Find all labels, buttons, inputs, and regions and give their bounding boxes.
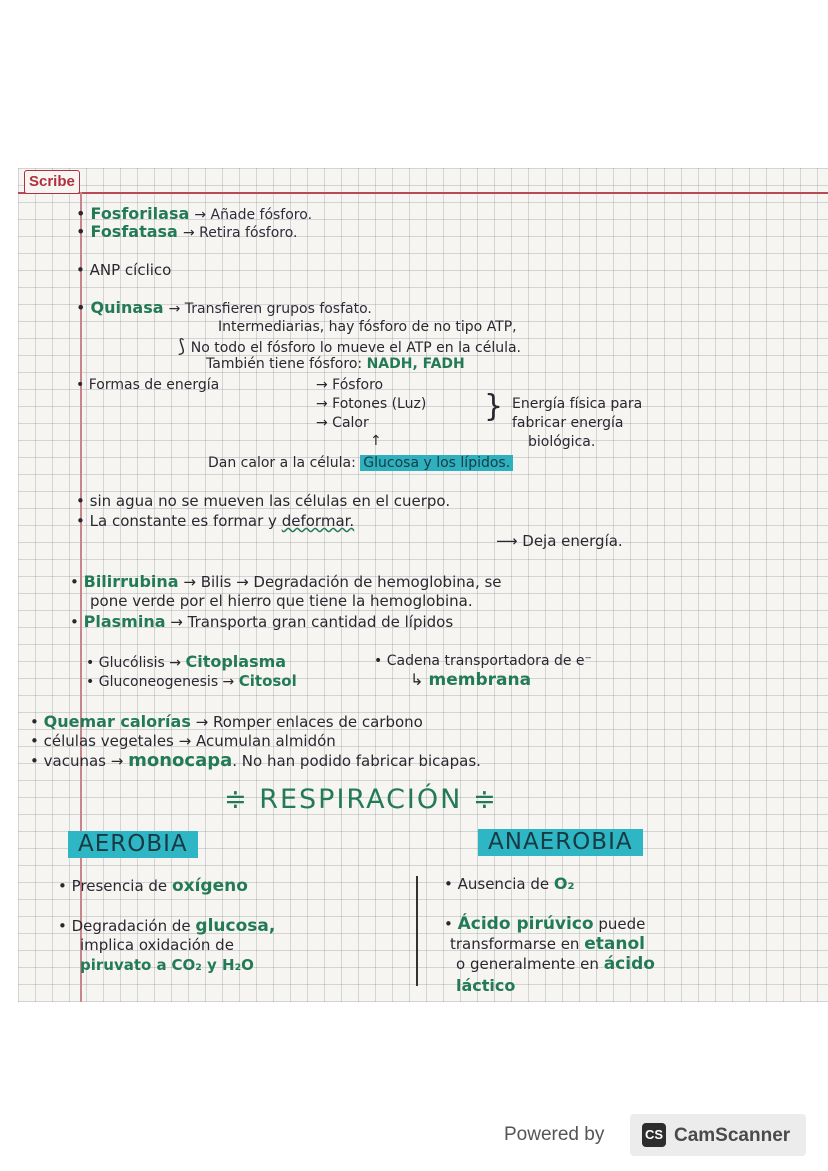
arrow-up-icon: ↑ — [370, 433, 382, 449]
note-glucolisis: • Glucólisis → Citoplasma — [86, 652, 287, 671]
note-vacunas: • vacunas → monocapa. No han podido fabricar bicapas. — [30, 750, 481, 771]
anaerobia-transformarse: transformarse en etanol — [450, 934, 645, 954]
anaerobia-header: ANAEROBIA — [478, 829, 643, 856]
anaerobia-generalmente: o generalmente en ácido — [456, 954, 655, 974]
energia-brace: } — [484, 389, 504, 424]
note-amp: • ANP cíclico — [76, 261, 172, 279]
energia-fotones: → Fotones (Luz) — [316, 396, 427, 412]
scribe-logo: Scribe — [24, 170, 80, 194]
camscanner-icon: CS — [642, 1123, 666, 1147]
note-plasmina: • Plasmina → Transporta gran cantidad de lípidos — [70, 612, 454, 631]
camscanner-brand: CamScanner — [674, 1125, 791, 1146]
energia-right-1: Energía física para — [512, 396, 643, 412]
powered-by-text: Powered by — [504, 1124, 605, 1145]
energia-fosforo: → Fósforo — [316, 377, 384, 393]
camscanner-badge — [630, 1114, 806, 1156]
energia-label: • Formas de energía — [76, 377, 220, 393]
quinasa-line-4: También tiene fósforo: NADH, FADH — [206, 356, 465, 372]
note-bilirrubina: • Bilirrubina → Bilis → Degradación de hemoglobina, se — [70, 572, 502, 591]
note-agua: • sin agua no se mueven las células en el cuerpo. — [76, 492, 451, 510]
top-margin-line — [18, 192, 828, 194]
note-membrana: ↳ membrana — [410, 670, 532, 690]
note-constante: • La constante es formar y deformar. — [76, 512, 355, 530]
note-fosforilasa: • Fosforilasa → Añade fósforo. — [76, 204, 313, 223]
aerobia-presencia: • Presencia de oxígeno — [58, 876, 248, 896]
aerobia-piruvato: piruvato a CO₂ y H₂O — [80, 956, 254, 974]
note-cadena: • Cadena transportadora de e⁻ — [374, 653, 592, 669]
aerobia-degradacion: • Degradación de glucosa, — [58, 916, 276, 936]
quinasa-line-3: ⟆ No todo el fósforo lo mueve el ATP en la célula. — [178, 336, 522, 357]
notebook-page — [18, 168, 828, 1002]
bilirrubina-line-2: pone verde por el hierro que tiene la hemoglobina. — [90, 592, 473, 610]
note-quinasa: • Quinasa → Transfieren grupos fosfato. — [76, 298, 372, 317]
column-divider — [416, 876, 418, 986]
quinasa-line-2: Intermediarias, hay fósforo de no tipo ATP, — [218, 319, 517, 335]
anaerobia-acido-piruvico: • Ácido pirúvico puede — [444, 914, 646, 934]
note-gluconeogenesis: • Gluconeogenesis → Citosol — [86, 672, 297, 690]
note-fosfatasa: • Fosfatasa → Retira fósforo. — [76, 222, 298, 241]
anaerobia-ausencia: • Ausencia de O₂ — [444, 874, 575, 893]
note-deja-energia: ⟶ Deja energía. — [496, 532, 623, 550]
note-quemar-calorias: • Quemar calorías → Romper enlaces de carbono — [30, 712, 423, 731]
energia-calor: → Calor — [316, 415, 369, 431]
energia-right-2: fabricar energía — [512, 415, 624, 431]
energia-right-3: biológica. — [528, 434, 596, 450]
respiracion-title: ≑ RESPIRACIÓN ≑ — [224, 784, 498, 815]
aerobia-header: AEROBIA — [68, 831, 198, 858]
anaerobia-lactico: láctico — [456, 976, 516, 995]
aerobia-oxidacion: implica oxidación de — [80, 936, 234, 954]
note-celulas-vegetales: • células vegetales → Acumulan almidón — [30, 732, 336, 750]
energia-calor-line: Dan calor a la célula: Glucosa y los lípidos. — [208, 456, 513, 470]
